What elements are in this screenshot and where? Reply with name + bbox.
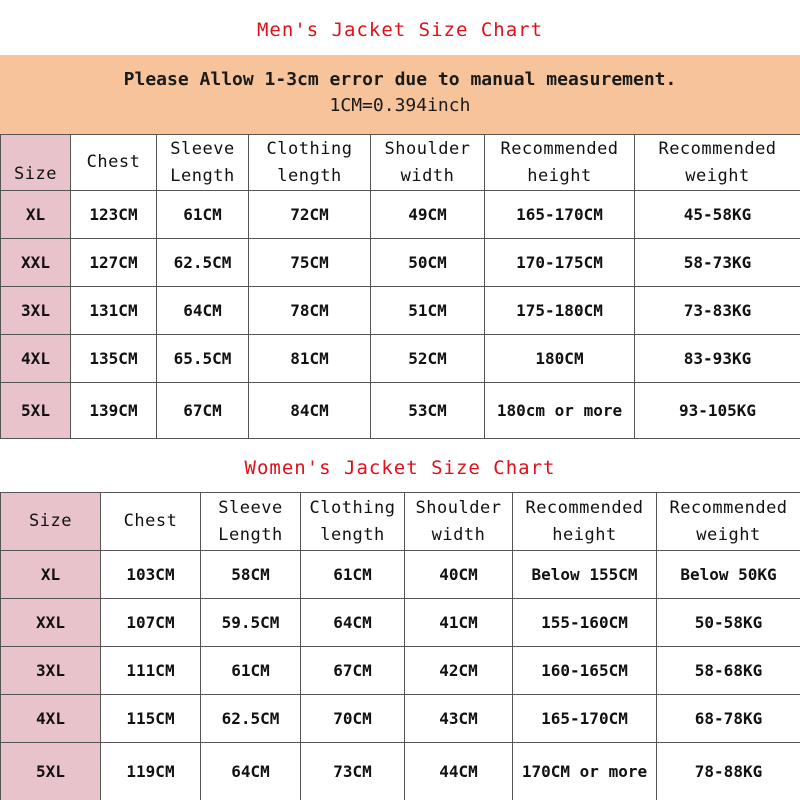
measurement-note-line2: 1CM=0.394inch bbox=[329, 95, 471, 116]
table-cell: 42CM bbox=[405, 647, 513, 695]
table-cell: 93-105KG bbox=[635, 383, 800, 439]
table-cell: 78-88KG bbox=[657, 743, 800, 800]
size-cell: XL bbox=[1, 191, 71, 239]
table-cell: 59.5CM bbox=[201, 599, 301, 647]
table-cell: Below 50KG bbox=[657, 551, 800, 599]
column-header bbox=[1, 493, 101, 551]
measurement-note-line1: Please Allow 1-3cm error due to manual measurement. bbox=[123, 69, 677, 90]
table-cell: 68-78KG bbox=[657, 695, 800, 743]
table-cell: 175-180CM bbox=[485, 287, 635, 335]
column-header bbox=[405, 493, 513, 551]
table-cell: 50CM bbox=[371, 239, 485, 287]
column-header bbox=[485, 135, 635, 191]
womens-chart-title: Women's Jacket Size Chart bbox=[244, 457, 556, 479]
table-row bbox=[1, 647, 800, 695]
column-header-label: Recommended bbox=[658, 138, 777, 159]
column-header-label: Length bbox=[170, 165, 235, 186]
column-header-label: width bbox=[400, 165, 455, 186]
table-cell: 58CM bbox=[201, 551, 301, 599]
table-cell: 58-73KG bbox=[635, 239, 800, 287]
size-cell: XXL bbox=[1, 239, 71, 287]
size-cell: 3XL bbox=[1, 287, 71, 335]
table-cell: 43CM bbox=[405, 695, 513, 743]
table-cell: Below 155CM bbox=[513, 551, 657, 599]
table-cell: 135CM bbox=[71, 335, 157, 383]
size-cell: 4XL bbox=[1, 335, 71, 383]
table-cell: 165-170CM bbox=[513, 695, 657, 743]
table-cell: 127CM bbox=[71, 239, 157, 287]
table-cell: 72CM bbox=[249, 191, 371, 239]
column-header bbox=[513, 493, 657, 551]
column-header-label: length bbox=[277, 165, 342, 186]
column-header-label: Chest bbox=[123, 511, 178, 531]
size-cell: XXL bbox=[1, 599, 101, 647]
table-cell: 107CM bbox=[101, 599, 201, 647]
table-cell: 53CM bbox=[371, 383, 485, 439]
table-cell: 73CM bbox=[301, 743, 405, 800]
table-cell: 62.5CM bbox=[157, 239, 249, 287]
table-cell: 84CM bbox=[249, 383, 371, 439]
table-cell: 50-58KG bbox=[657, 599, 800, 647]
table-cell: 180cm or more bbox=[485, 383, 635, 439]
table-cell: 83-93KG bbox=[635, 335, 800, 383]
mens-size-table bbox=[0, 134, 800, 439]
column-header-label: Length bbox=[218, 524, 283, 545]
table-cell: 52CM bbox=[371, 335, 485, 383]
table-cell: 61CM bbox=[201, 647, 301, 695]
column-header-label: Clothing bbox=[266, 138, 353, 159]
column-header bbox=[249, 135, 371, 191]
column-header-label: Recommended bbox=[525, 497, 644, 518]
table-cell: 155-160CM bbox=[513, 599, 657, 647]
table-cell: 165-170CM bbox=[485, 191, 635, 239]
size-cell: 3XL bbox=[1, 647, 101, 695]
header-row bbox=[1, 493, 800, 551]
column-header-label: Sleeve bbox=[218, 497, 283, 518]
table-cell: 67CM bbox=[157, 383, 249, 439]
table-cell: 44CM bbox=[405, 743, 513, 800]
column-header-label: Recommended bbox=[669, 497, 788, 518]
table-cell: 45-58KG bbox=[635, 191, 800, 239]
header-row bbox=[1, 135, 800, 191]
table-cell: 131CM bbox=[71, 287, 157, 335]
table-cell: 62.5CM bbox=[201, 695, 301, 743]
table-cell: 170CM or more bbox=[513, 743, 657, 800]
table-cell: 61CM bbox=[301, 551, 405, 599]
table-cell: 139CM bbox=[71, 383, 157, 439]
table-cell: 64CM bbox=[301, 599, 405, 647]
table-cell: 180CM bbox=[485, 335, 635, 383]
column-header-label: weight bbox=[696, 524, 761, 545]
column-header-label: Size bbox=[29, 511, 72, 531]
column-header-label: height bbox=[552, 524, 617, 545]
table-cell: 115CM bbox=[101, 695, 201, 743]
table-cell: 40CM bbox=[405, 551, 513, 599]
column-header bbox=[371, 135, 485, 191]
table-cell: 78CM bbox=[249, 287, 371, 335]
column-header-label: length bbox=[320, 524, 385, 545]
table-cell: 58-68KG bbox=[657, 647, 800, 695]
table-cell: 170-175CM bbox=[485, 239, 635, 287]
measurement-note bbox=[0, 55, 800, 134]
size-cell: 4XL bbox=[1, 695, 101, 743]
womens-size-table bbox=[0, 492, 800, 800]
table-cell: 103CM bbox=[101, 551, 201, 599]
column-header-label: Clothing bbox=[309, 497, 396, 518]
table-cell: 49CM bbox=[371, 191, 485, 239]
size-cell: XL bbox=[1, 551, 101, 599]
table-row bbox=[1, 383, 800, 439]
column-header bbox=[157, 135, 249, 191]
table-cell: 119CM bbox=[101, 743, 201, 800]
column-header-label: width bbox=[431, 524, 486, 545]
column-header bbox=[201, 493, 301, 551]
column-header-label: Shoulder bbox=[384, 138, 471, 159]
column-header bbox=[71, 135, 157, 191]
column-header-label: Sleeve bbox=[170, 138, 235, 159]
column-header-label: Size bbox=[14, 164, 57, 184]
table-cell: 64CM bbox=[201, 743, 301, 800]
column-header-label: Chest bbox=[86, 152, 141, 172]
table-cell: 61CM bbox=[157, 191, 249, 239]
column-header bbox=[657, 493, 800, 551]
table-row bbox=[1, 551, 800, 599]
table-cell: 64CM bbox=[157, 287, 249, 335]
table-row bbox=[1, 599, 800, 647]
table-cell: 41CM bbox=[405, 599, 513, 647]
column-header-label: Recommended bbox=[500, 138, 619, 159]
column-header bbox=[101, 493, 201, 551]
column-header bbox=[635, 135, 800, 191]
table-cell: 123CM bbox=[71, 191, 157, 239]
table-cell: 111CM bbox=[101, 647, 201, 695]
table-row bbox=[1, 743, 800, 800]
column-header-label: height bbox=[527, 165, 592, 186]
table-row bbox=[1, 695, 800, 743]
table-cell: 65.5CM bbox=[157, 335, 249, 383]
table-cell: 81CM bbox=[249, 335, 371, 383]
table-cell: 51CM bbox=[371, 287, 485, 335]
table-cell: 70CM bbox=[301, 695, 405, 743]
mens-chart-title: Men's Jacket Size Chart bbox=[256, 19, 544, 41]
size-cell: 5XL bbox=[1, 743, 101, 800]
column-header-label: Shoulder bbox=[415, 497, 502, 518]
table-row bbox=[1, 239, 800, 287]
table-cell: 73-83KG bbox=[635, 287, 800, 335]
table-row bbox=[1, 287, 800, 335]
size-cell: 5XL bbox=[1, 383, 71, 439]
table-row bbox=[1, 335, 800, 383]
table-row bbox=[1, 191, 800, 239]
column-header bbox=[301, 493, 405, 551]
column-header bbox=[1, 135, 71, 191]
table-cell: 67CM bbox=[301, 647, 405, 695]
table-cell: 75CM bbox=[249, 239, 371, 287]
column-header-label: weight bbox=[685, 165, 750, 186]
table-cell: 160-165CM bbox=[513, 647, 657, 695]
